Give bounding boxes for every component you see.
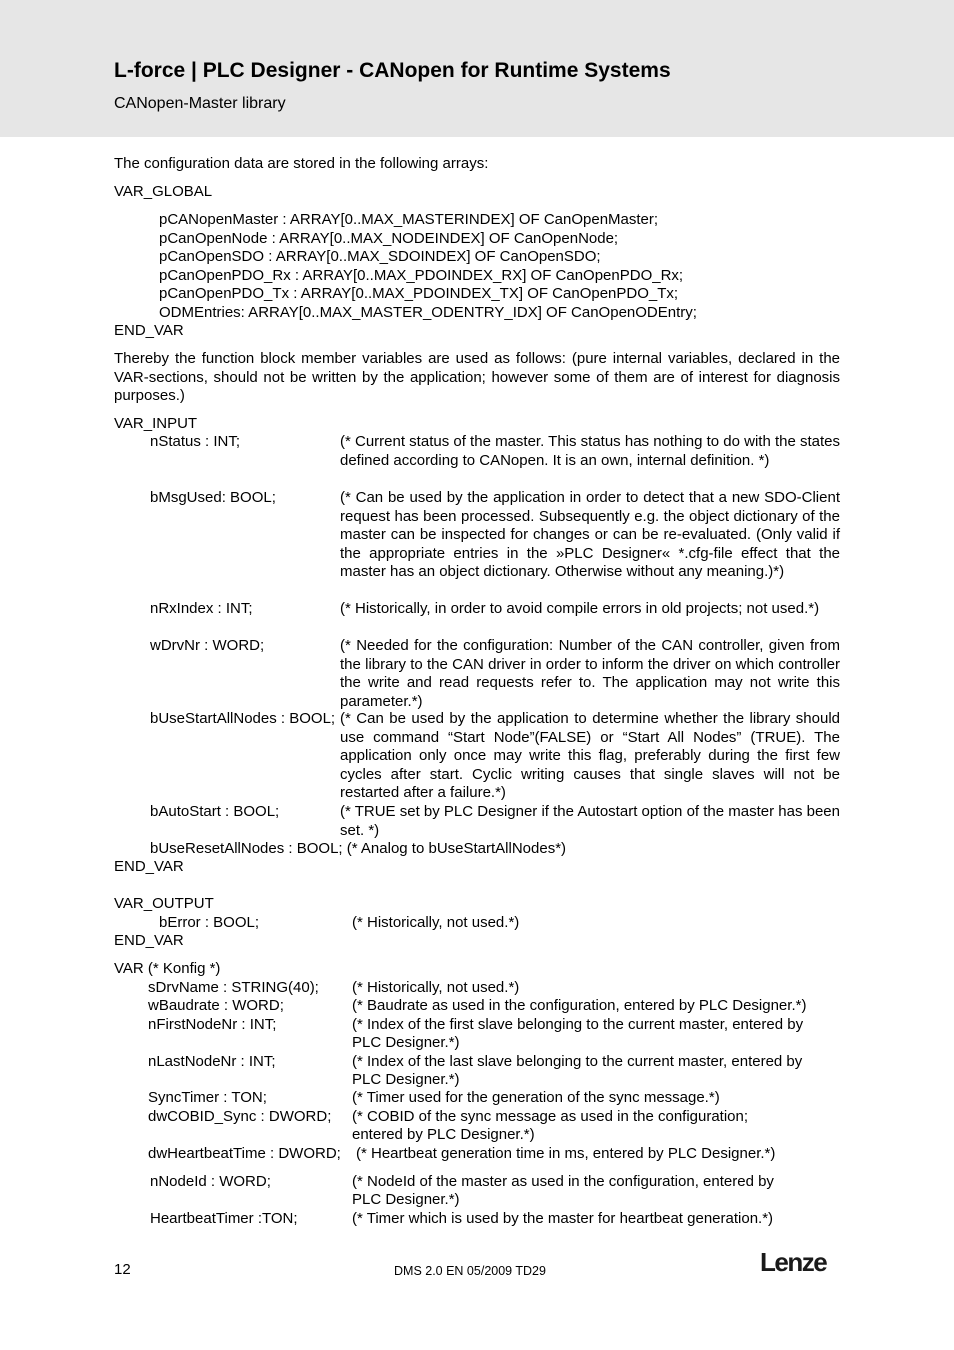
konfig-var-name: wBaudrate : WORD; xyxy=(148,997,284,1014)
input-var-desc: (* Can be used by the application to determine whether the library should use command “Start Node”(FALSE) or “Start All Nodes” (TRUE). The application only once may write this flag, preferably during the first few cycles after start. Cyclic writing causes that single slaves will not be restarted after a failure.*) xyxy=(340,710,840,801)
lenze-logo xyxy=(760,1248,838,1276)
global-line: pCanOpenPDO_Tx : ARRAY[0..MAX_PDOINDEX_TX] OF CanOpenPDO_Tx; xyxy=(159,285,679,302)
konfig-var-name: SyncTimer : TON; xyxy=(148,1089,267,1106)
konfig-var-name: nFirstNodeNr : INT; xyxy=(148,1016,277,1033)
global-line: pCanOpenNode : ARRAY[0..MAX_NODEINDEX] OF CanOpenNode; xyxy=(159,229,619,247)
page-number: 12 xyxy=(114,1261,131,1278)
input-var-name: wDrvNr : WORD; xyxy=(150,637,265,654)
input-var-desc: (* Historically, in order to avoid compile errors in old projects; not used.*) xyxy=(340,600,820,617)
konfig-var-name: sDrvName : STRING(40); xyxy=(148,979,319,996)
konfig-var-name: dwHeartbeatTime : DWORD; xyxy=(148,1145,341,1162)
input-var-desc: (* Can be used by the application in order to detect that a new SDO-Client request has been processed. Subsequently e.g. the object dictionary of the master can be inspected for changes or can be re-evaluated. (Only valid if the appropriate entries in the »PLC Designer« *.cfg-file effect that the master has an object dictionary. Otherwise without any meaning.)*) xyxy=(340,489,840,580)
input-var-desc: (* Current status of the master. This status has nothing to do with the states defined according to CANopen. It is an own, internal definition. *) xyxy=(340,433,840,469)
konfig-var-desc: (* COBID of the sync message as used in the configuration; xyxy=(352,1108,749,1125)
konfig-var-desc: (* Timer used for the generation of the sync message.*) xyxy=(352,1089,720,1106)
konfig-var-desc-cont: entered by PLC Designer.*) xyxy=(352,1126,535,1143)
document-subtitle: CANopen-Master library xyxy=(114,95,286,112)
global-line: pCanOpenPDO_Rx : ARRAY[0..MAX_PDOINDEX_RX] OF CanOpenPDO_Rx; xyxy=(159,266,684,284)
var-input-close: END_VAR xyxy=(114,858,184,875)
input-var-desc: (* TRUE set by PLC Designer if the Autostart option of the master has been set. *) xyxy=(340,803,840,839)
konfig-var-desc-cont: PLC Designer.*) xyxy=(352,1191,460,1208)
input-var-name: bAutoStart : BOOL; xyxy=(150,803,280,820)
konfig-var-desc: (* NodeId of the master as used in the configuration, entered by xyxy=(352,1173,774,1190)
konfig-var-desc: (* Timer which is used by the master for heartbeat generation.*) xyxy=(352,1210,774,1227)
global-line: pCANopenMaster : ARRAY[0..MAX_MASTERINDEX] OF CanOpenMaster; xyxy=(159,211,659,228)
konfig-var-desc: (* Index of the last slave belonging to the current master, entered by xyxy=(352,1053,803,1070)
konfig-var-name: dwCOBID_Sync : DWORD; xyxy=(148,1108,332,1125)
output-var-name: bError : BOOL; xyxy=(159,914,260,931)
output-var-desc: (* Historically, not used.*) xyxy=(352,914,520,931)
input-var-name: bUseStartAllNodes : BOOL; xyxy=(150,710,336,727)
var-global-close: END_VAR xyxy=(114,322,184,339)
input-var-last: bUseResetAllNodes : BOOL; (* Analog to bUseStartAllNodes*) xyxy=(150,840,567,857)
document-code: DMS 2.0 EN 05/2009 TD29 xyxy=(394,1264,546,1278)
konfig-var-desc: (* Index of the first slave belonging to the current master, entered by xyxy=(352,1016,804,1033)
konfig-var-name: nLastNodeNr : INT; xyxy=(148,1053,276,1070)
konfig-var-name: nNodeId : WORD; xyxy=(150,1173,271,1190)
konfig-var-name: HeartbeatTimer :TON; xyxy=(150,1210,298,1227)
konfig-var-desc: (* Historically, not used.*) xyxy=(352,979,520,996)
konfig-var-desc: (* Heartbeat generation time in ms, entered by PLC Designer.*) xyxy=(356,1145,776,1162)
var-input-open: VAR_INPUT xyxy=(114,415,198,432)
konfig-var-desc-cont: PLC Designer.*) xyxy=(352,1071,460,1088)
konfig-var-desc: (* Baudrate as used in the configuration, entered by PLC Designer.*) xyxy=(352,997,807,1014)
input-var-name: nRxIndex : INT; xyxy=(150,600,253,617)
intro-text: The configuration data are stored in the following arrays: xyxy=(114,155,489,172)
document-title: L-force | PLC Designer - CANopen for Runtime Systems xyxy=(114,59,671,82)
global-line: ODMEntries: ARRAY[0..MAX_MASTER_ODENTRY_IDX] OF CanOpenODEntry; xyxy=(159,303,697,321)
usage-paragraph: Thereby the function block member variables are used as follows: (pure internal variables, declared in the VAR-sections, should not be written by the application; however some of them are of interest for diagnosis purposes.) xyxy=(114,350,840,404)
lenze-logo-text: Lenze xyxy=(760,1248,827,1276)
var-output-close: END_VAR xyxy=(114,932,184,949)
var-output-open: VAR_OUTPUT xyxy=(114,895,214,912)
input-var-name: bMsgUsed: BOOL; xyxy=(150,489,276,506)
input-var-name: nStatus : INT; xyxy=(150,433,241,450)
global-line: pCanOpenSDO : ARRAY[0..MAX_SDOINDEX] OF CanOpenSDO; xyxy=(159,248,601,265)
var-konfig-open: VAR (* Konfig *) xyxy=(114,960,221,977)
input-var-desc: (* Needed for the configuration: Number of the CAN controller, given from the library to the CAN driver in order to inform the driver on which controller the write and read requests refer to. The application may not write this parameter.*) xyxy=(340,637,840,710)
var-global-open: VAR_GLOBAL xyxy=(114,183,213,200)
konfig-var-desc-cont: PLC Designer.*) xyxy=(352,1034,460,1051)
